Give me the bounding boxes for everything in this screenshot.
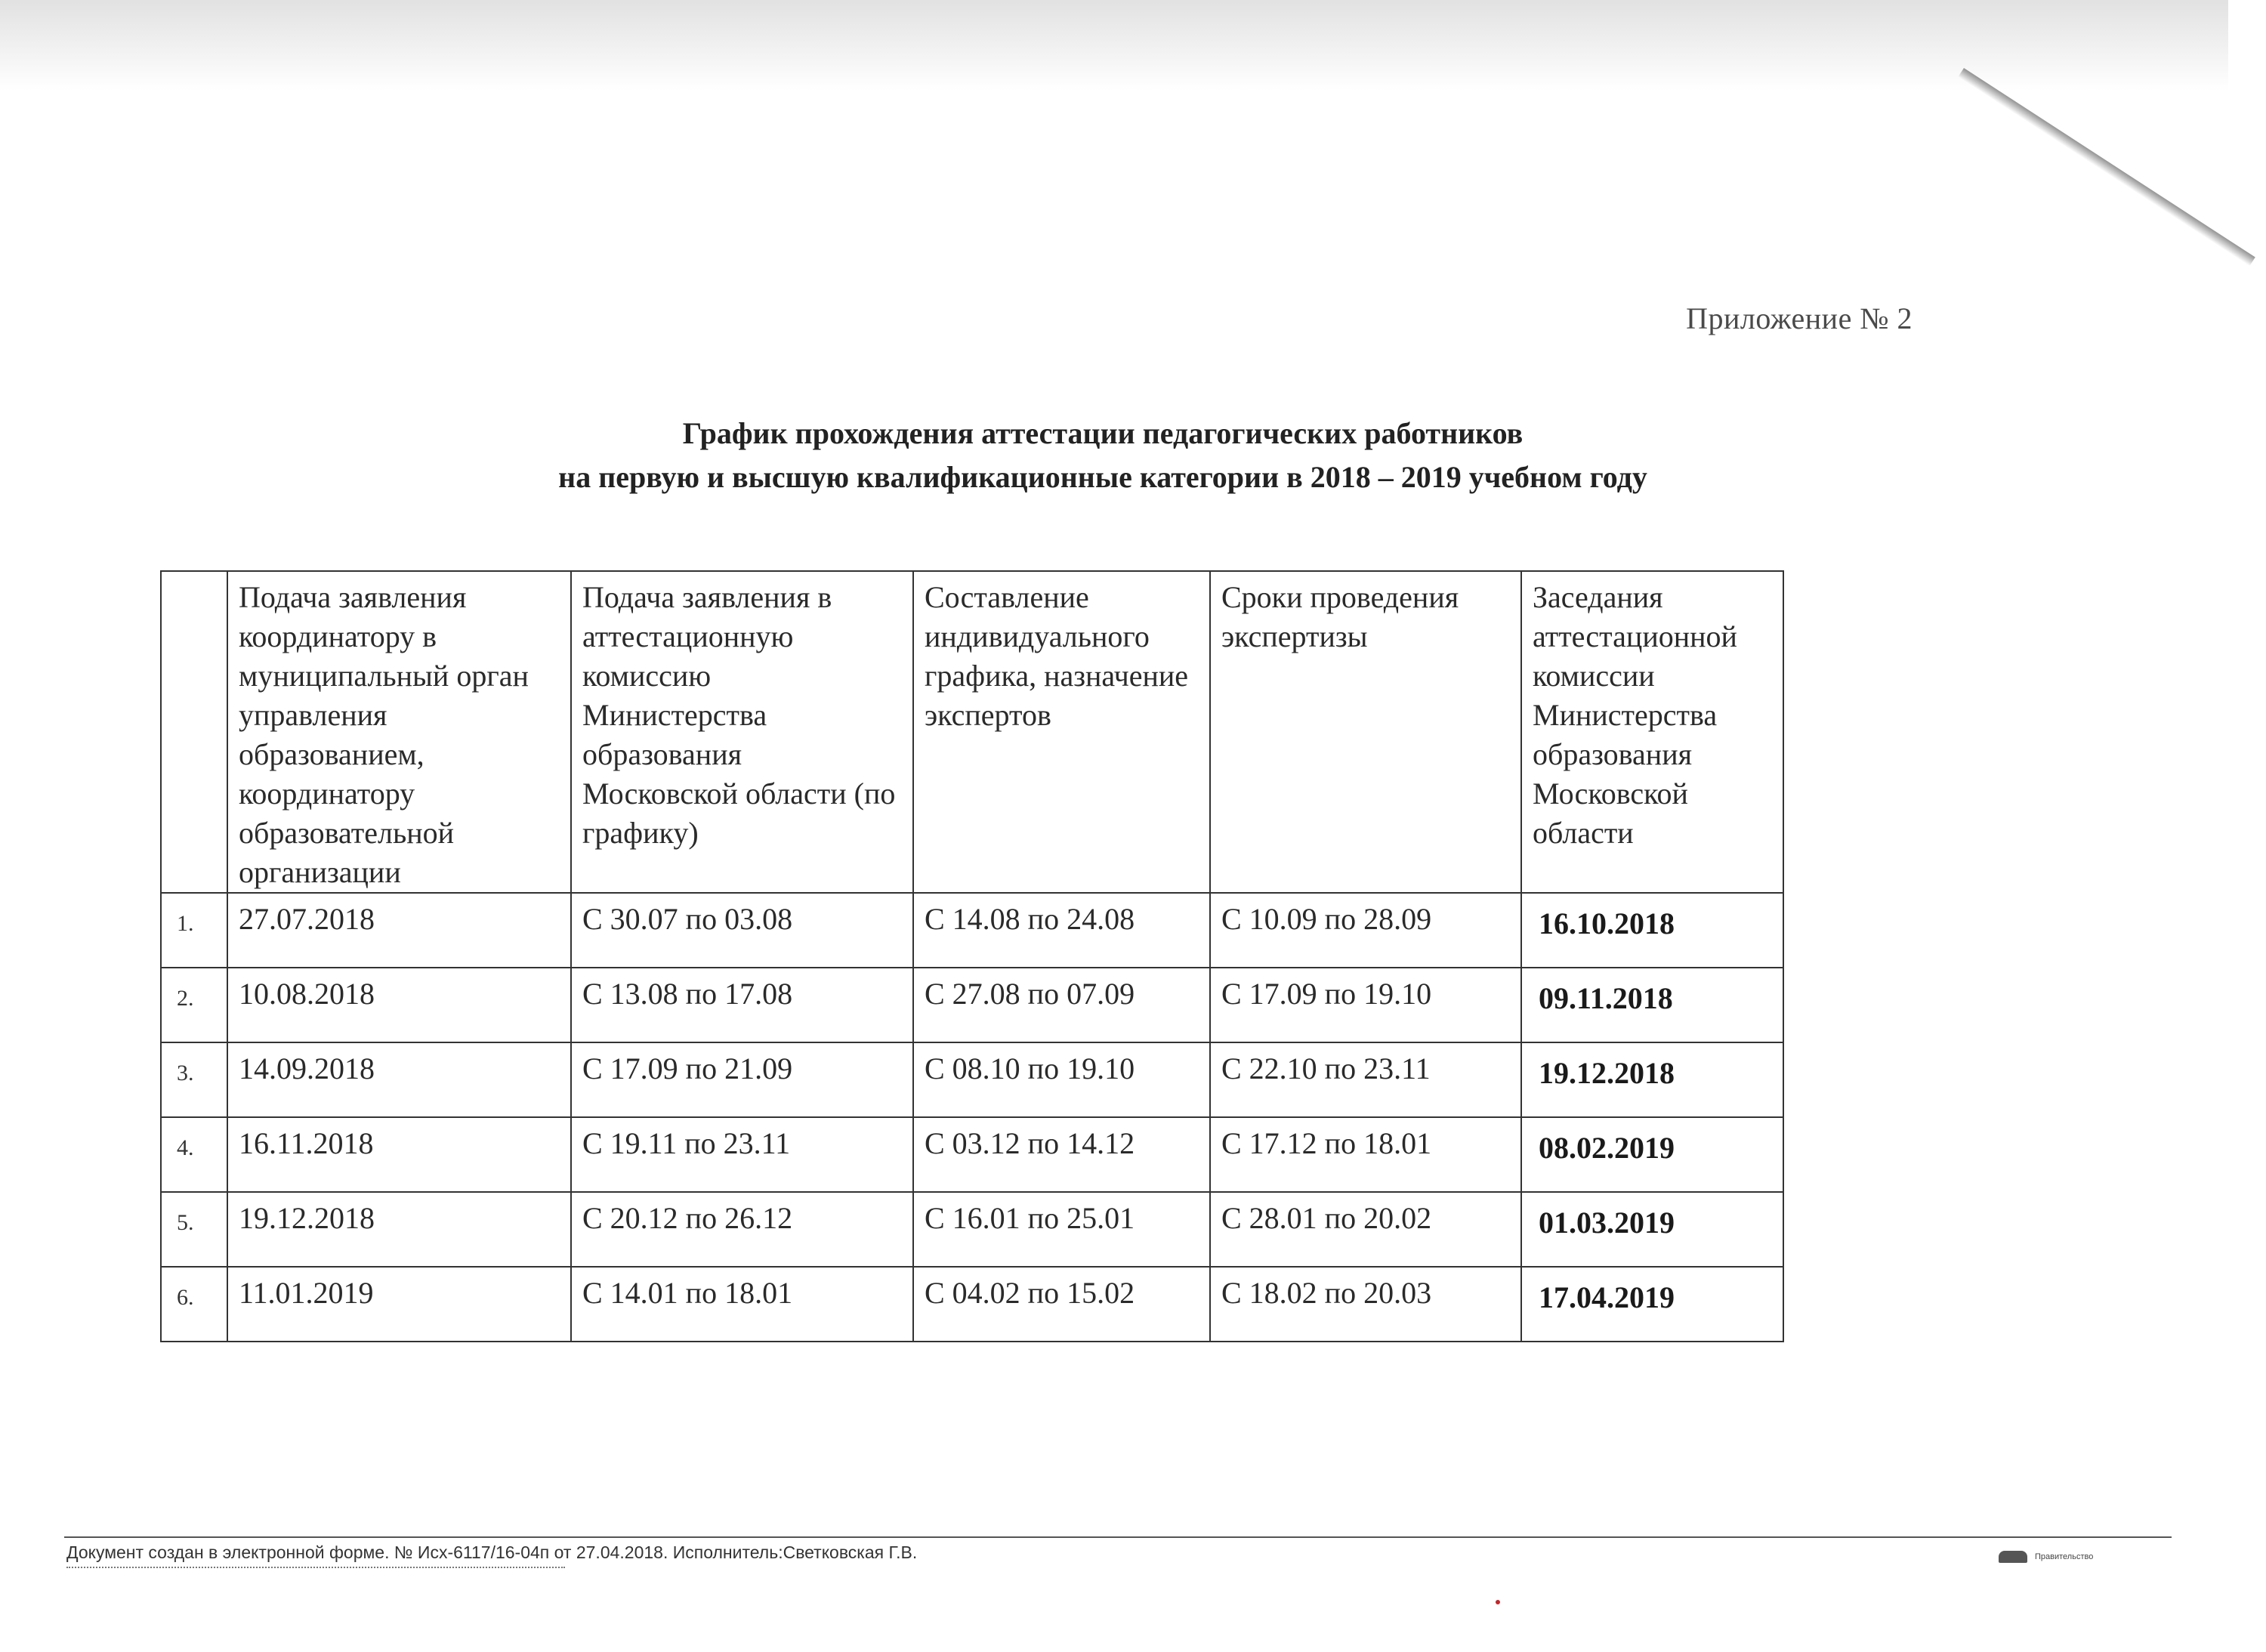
header-submission: Подача заявления в аттестационную комиссию Министерства образования Московской области (по графику) [571, 571, 913, 893]
expertise-period: С 18.02 по 20.03 [1210, 1267, 1521, 1342]
schedule-period: С 16.01 по 25.01 [913, 1192, 1210, 1267]
table-header-row [161, 571, 1783, 893]
table-row [161, 1192, 1783, 1267]
application-date: 19.12.2018 [227, 1192, 571, 1267]
expertise-period: С 17.12 по 18.01 [1210, 1117, 1521, 1192]
footer-doc-info: Документ создан в электронной форме. № Исх-6117/16-04п от 27.04.2018. Исполнитель:Светковская Г.В. [66, 1542, 918, 1562]
header-num [161, 571, 227, 893]
meeting-date: 09.11.2018 [1521, 968, 1783, 1042]
table-row [161, 1267, 1783, 1342]
application-date: 16.11.2018 [227, 1117, 571, 1192]
expertise-period: С 10.09 по 28.09 [1210, 893, 1521, 968]
submission-period: С 14.01 по 18.01 [571, 1267, 913, 1342]
meeting-date: 08.02.2019 [1521, 1117, 1783, 1192]
application-date: 11.01.2019 [227, 1267, 571, 1342]
submission-period: С 30.07 по 03.08 [571, 893, 913, 968]
header-application: Подача заявления координатору в муниципальный орган управления образованием, координатору образовательной организации [227, 571, 571, 893]
table-row [161, 968, 1783, 1042]
header-schedule: Составление индивидуального графика, назначение экспертов [913, 571, 1210, 893]
schedule-period: С 27.08 по 07.09 [913, 968, 1210, 1042]
title-line-1: График прохождения аттестации педагогических работников [682, 416, 1524, 450]
submission-period: С 17.09 по 21.09 [571, 1042, 913, 1117]
row-number: 6. [161, 1267, 227, 1342]
row-number: 3. [161, 1042, 227, 1117]
row-number: 4. [161, 1117, 227, 1192]
meeting-date: 01.03.2019 [1521, 1192, 1783, 1267]
title-line-2: на первую и высшую квалификационные категории в 2018 – 2019 учебном году [558, 460, 1647, 494]
header-meeting: Заседания аттестационной комиссии Министерства образования Московской области [1521, 571, 1783, 893]
logo-caption: Правительство [2035, 1552, 2094, 1561]
table-row [161, 893, 1783, 968]
submission-period: С 20.12 по 26.12 [571, 1192, 913, 1267]
footer-cut-line [66, 1567, 565, 1576]
row-number: 5. [161, 1192, 227, 1267]
submission-period: С 13.08 по 17.08 [571, 968, 913, 1042]
scan-shadow [0, 0, 2228, 91]
government-logo [1999, 1550, 2135, 1564]
table-row [161, 1117, 1783, 1192]
application-date: 27.07.2018 [227, 893, 571, 968]
footer-divider [64, 1536, 2172, 1538]
scan-mark [1496, 1600, 1500, 1604]
meeting-date: 17.04.2019 [1521, 1267, 1783, 1342]
expertise-period: С 17.09 по 19.10 [1210, 968, 1521, 1042]
schedule-period: С 14.08 по 24.08 [913, 893, 1210, 968]
document-title [325, 412, 1881, 499]
meeting-date: 19.12.2018 [1521, 1042, 1783, 1117]
schedule-period: С 08.10 по 19.10 [913, 1042, 1210, 1117]
table-row [161, 1042, 1783, 1117]
appendix-label: Приложение № 2 [1686, 301, 1913, 335]
application-date: 10.08.2018 [227, 968, 571, 1042]
meeting-date: 16.10.2018 [1521, 893, 1783, 968]
submission-period: С 19.11 по 23.11 [571, 1117, 913, 1192]
expertise-period: С 28.01 по 20.02 [1210, 1192, 1521, 1267]
schedule-period: С 03.12 по 14.12 [913, 1117, 1210, 1192]
attestation-schedule-table [160, 570, 1784, 1342]
crest-icon [1999, 1551, 2027, 1563]
header-expertise: Сроки проведения экспертизы [1210, 571, 1521, 893]
schedule-period: С 04.02 по 15.02 [913, 1267, 1210, 1342]
application-date: 14.09.2018 [227, 1042, 571, 1117]
row-number: 1. [161, 893, 227, 968]
expertise-period: С 22.10 по 23.11 [1210, 1042, 1521, 1117]
page-fold-shadow [1958, 68, 2255, 266]
row-number: 2. [161, 968, 227, 1042]
